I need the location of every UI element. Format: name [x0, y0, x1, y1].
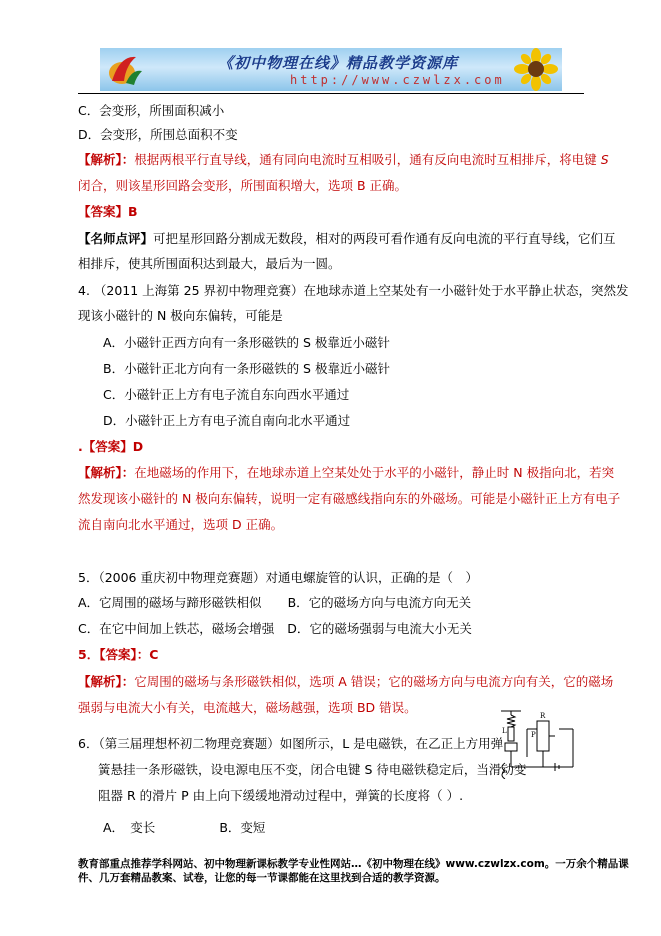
analysis-1-cont: 闭合，则该星形回路会变形，所围面积增大，选项 B 正确。 [78, 178, 408, 193]
analysis-5 [78, 674, 613, 690]
site-url[interactable]: http://www.czwlzx.com [290, 73, 505, 87]
q5-options-ab [78, 595, 471, 611]
q6-option-a: A． 变长 [103, 820, 156, 835]
analysis-4 [78, 465, 614, 481]
sunflower-icon [514, 48, 558, 91]
q5-options-cd [78, 621, 472, 637]
answer-5: 5．【答案】：C [78, 647, 159, 662]
option-d: D．会变形，所围总面积不变 [78, 127, 238, 142]
q6-options [103, 820, 265, 836]
comment-text: 可把星形回路分割成无数段，相对的两段可看作通有反向电流的平行直导线，它们互 [153, 231, 616, 246]
analysis-text: 在地磁场的作用下，在地球赤道上空某处处于水平的小磁针，静止时 N 极指向北，若突 [134, 465, 615, 480]
analysis-4-cont1: 然发现该小磁针的 N 极向东偏转，说明一定有磁感线指向东的外磁场。可能是小磁针正上方有电子 [78, 491, 621, 506]
analysis-1 [78, 152, 609, 168]
header-rule [78, 93, 584, 94]
footer-line-1: 教育部重点推荐学科网站、初中物理新课标教学专业性网站…《初中物理在线》www.czwlzx.com。一万余个精品课 [78, 858, 629, 870]
analysis-5-cont: 强弱与电流大小有关，电流越大，磁场越强，选项 BD 错误。 [78, 700, 417, 715]
switch-symbol: S [600, 152, 609, 167]
question-6: 6．（第三届理想杯初二物理竞赛题）如图所示，L 是电磁铁，在乙正上方用弹 [78, 736, 504, 751]
q5-option-a: A．它周围的磁场与蹄形磁铁相似 [78, 595, 262, 610]
option-c: C．会变形，所围面积减小 [78, 103, 225, 118]
analysis-4-cont2: 流自南向北水平通过，选项 D 正确。 [78, 517, 284, 532]
answer-4: .【答案】D [78, 439, 144, 454]
q4-option-b: B．小磁针正北方向有一条形磁铁的 S 极靠近小磁针 [103, 361, 390, 376]
site-title: 《初中物理在线》精品教学资源库 [218, 54, 459, 72]
q4-option-d: D．小磁针正上方有电子流自南向北水平通过 [103, 413, 351, 428]
q4-option-c: C．小磁针正上方有电子流自东向西水平通过 [103, 387, 350, 402]
q5-option-c: C．在它中间加上铁芯，磁场会增强 [78, 621, 275, 636]
analysis-label: 【解析】： [78, 152, 135, 167]
question-6-cont2: 阻器 R 的滑片 P 由上向下缓缓地滑动过程中，弹簧的长度将（ ）. [98, 788, 464, 803]
q5-option-d: D．它的磁场强弱与电流大小无关 [287, 621, 472, 636]
question-6-cont1: 簧悬挂一条形磁铁，设电源电压不变，闭合电键 S 待电磁铁稳定后，当滑动变 [98, 762, 527, 777]
svg-text:L: L [502, 727, 507, 735]
svg-text:R: R [540, 712, 546, 720]
question-4: 4. （2011 上海第 25 界初中物理竞赛）在地球赤道上空某处有一小磁针处于水平静止状态，突然发 [78, 283, 629, 298]
circuit-diagram [497, 709, 579, 779]
teacher-comment [78, 231, 616, 247]
footer-line-2: 件、几万套精品教案、试卷，让您的每一节课都能在这里找到合适的教学资源。 [78, 872, 446, 884]
svg-text:P: P [531, 731, 536, 739]
teacher-comment-cont: 相排斥，使其所围面积达到最大，最后为一圆。 [78, 256, 341, 271]
q4-option-a: A．小磁针正西方向有一条形磁铁的 S 极靠近小磁针 [103, 335, 390, 350]
header-banner [100, 48, 562, 91]
analysis-label: 【解析】： [78, 465, 135, 480]
q6-option-b: B．变短 [219, 820, 266, 835]
analysis-label: 【解析】： [78, 674, 135, 689]
answer-1: 【答案】B [78, 204, 138, 219]
q5-option-b: B．它的磁场方向与电流方向无关 [287, 595, 472, 610]
analysis-text: 根据两根平行直导线，通有同向电流时互相吸引，通有反向电流时互相排斥，将电键 [134, 152, 597, 167]
comment-label: 【名师点评】 [78, 231, 154, 246]
question-5: 5．（2006 重庆初中物理竞赛题）对通电螺旋管的认识，正确的是（ ） [78, 570, 478, 585]
analysis-text: 它周围的磁场与条形磁铁相似，选项 A 错误；它的磁场方向与电流方向有关，它的磁场 [134, 674, 614, 689]
logo-icon [106, 51, 146, 88]
question-4-cont: 现该小磁针的 N 极向东偏转，可能是 [78, 308, 283, 323]
